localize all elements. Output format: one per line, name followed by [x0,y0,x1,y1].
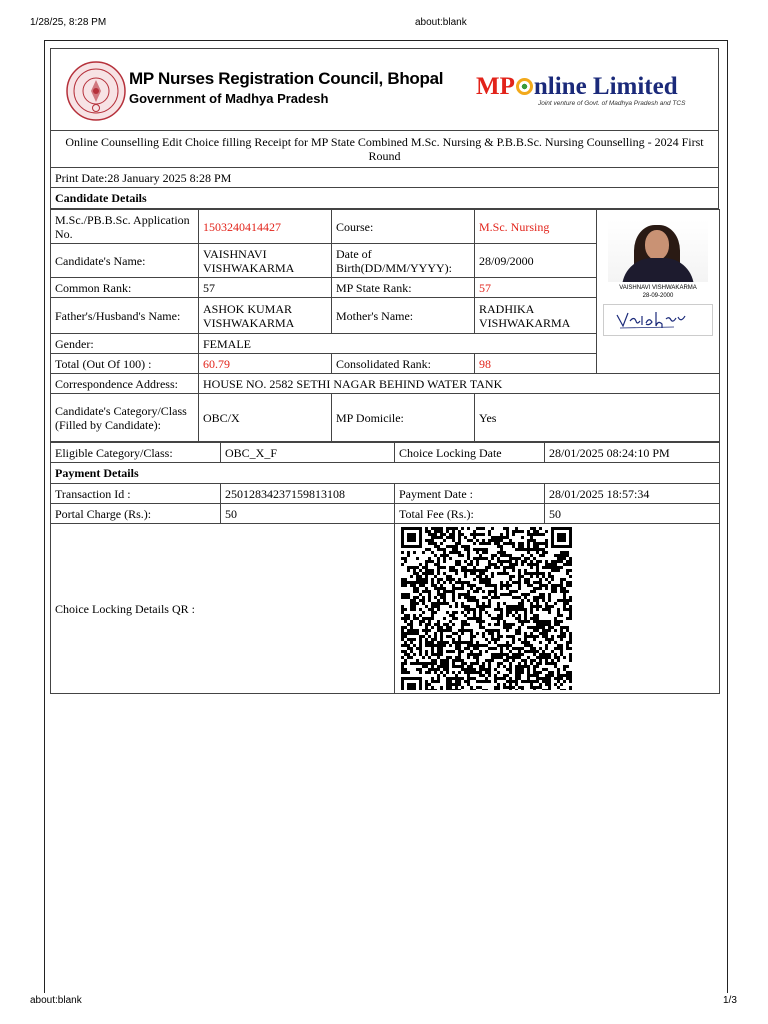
address-value: HOUSE NO. 2582 SETHI NAGAR BEHIND WATER TANK [199,374,720,394]
mother-label: Mother's Name: [332,298,475,334]
consolidated-value: 98 [475,354,597,374]
candidate-details-table [50,209,720,442]
browser-title: about:blank [415,17,467,28]
gender-label: Gender: [51,334,199,354]
payment-date-value: 28/01/2025 18:57:34 [545,484,720,504]
payment-section-title: Payment Details [51,463,720,484]
mother-name: RADHIKA VISHWAKARMA [475,298,597,334]
mponline-tagline: Joint venture of Govt. of Madhya Pradesh and TCS [538,100,686,107]
gender-value: FEMALE [199,334,597,354]
photo-caption-date: 28-09-2000 [642,293,674,299]
address-label: Correspondence Address: [51,374,199,394]
course-label: Course: [332,210,475,244]
qr-cell [395,524,720,694]
dob-value: 28/09/2000 [475,244,597,278]
photo-caption-name: VAISHNAVI VISHWAKARMA [619,285,697,291]
total-fee-value: 50 [545,504,720,524]
state-rank-value: 57 [475,278,597,298]
total-label: Total (Out Of 100) : [51,354,199,374]
portal-charge-value: 50 [221,504,395,524]
qr-label: Choice Locking Details QR : [51,524,395,694]
eligible-label: Eligible Category/Class: [51,443,221,463]
receipt-document [50,48,719,694]
government-name: Government of Madhya Pradesh [129,91,329,106]
footer-url: about:blank [30,995,82,1006]
father-label: Father's/Husband's Name: [51,298,199,334]
category-label: Candidate's Category/Class (Filled by Candidate): [51,394,199,442]
common-rank-label: Common Rank: [51,278,199,298]
choice-locking-qr-code [401,527,572,690]
name-label: Candidate's Name: [51,244,199,278]
locking-date-value: 28/01/2025 08:24:10 PM [545,443,720,463]
print-date: Print Date:28 January 2025 8:28 PM [51,168,719,188]
state-rank-label: MP State Rank: [332,278,475,298]
dob-label: Date of Birth(DD/MM/YYYY): [332,244,475,278]
locking-date-label: Choice Locking Date [395,443,545,463]
candidate-section-title: Candidate Details [51,188,719,209]
eligible-value: OBC_X_F [221,443,395,463]
photo-signature-cell [597,210,720,374]
candidate-name: VAISHNAVI VISHWAKARMA [199,244,332,278]
mponline-o-icon [516,78,533,95]
mponline-logo [476,73,686,107]
payment-date-label: Payment Date : [395,484,545,504]
mponline-suffix: nline Limited [533,73,678,100]
application-number: 1503240414427 [199,210,332,244]
photo-caption [601,284,715,300]
page-number: 1/3 [723,995,737,1006]
print-timestamp: 1/28/25, 8:28 PM [30,17,107,28]
transaction-id: 25012834237159813108 [221,484,395,504]
eligibility-payment-table [50,442,720,694]
mponline-prefix: MP [476,73,515,100]
council-seal-icon [66,61,126,121]
portal-charge-label: Portal Charge (Rs.): [51,504,221,524]
browser-print-footer [0,992,768,1012]
candidate-signature [603,304,713,336]
transaction-label: Transaction Id : [51,484,221,504]
candidate-photo [608,220,708,282]
domicile-value: Yes [475,394,720,442]
domicile-label: MP Domicile: [332,394,475,442]
common-rank-value: 57 [199,278,332,298]
receipt-header [50,48,719,130]
course-value: M.Sc. Nursing [475,210,597,244]
total-fee-label: Total Fee (Rs.): [395,504,545,524]
council-name: MP Nurses Registration Council, Bhopal [129,69,444,88]
receipt-title-table [50,130,719,209]
total-value: 60.79 [199,354,332,374]
father-name: ASHOK KUMAR VISHWAKARMA [199,298,332,334]
consolidated-label: Consolidated Rank: [332,354,475,374]
browser-print-header [0,0,768,40]
category-value: OBC/X [199,394,332,442]
receipt-title: Online Counselling Edit Choice filling Receipt for MP State Combined M.Sc. Nursing & P.B.B.Sc. Nursing Counselling - 2024 First Round [51,131,719,168]
application-label: M.Sc./PB.B.Sc. Application No. [51,210,199,244]
